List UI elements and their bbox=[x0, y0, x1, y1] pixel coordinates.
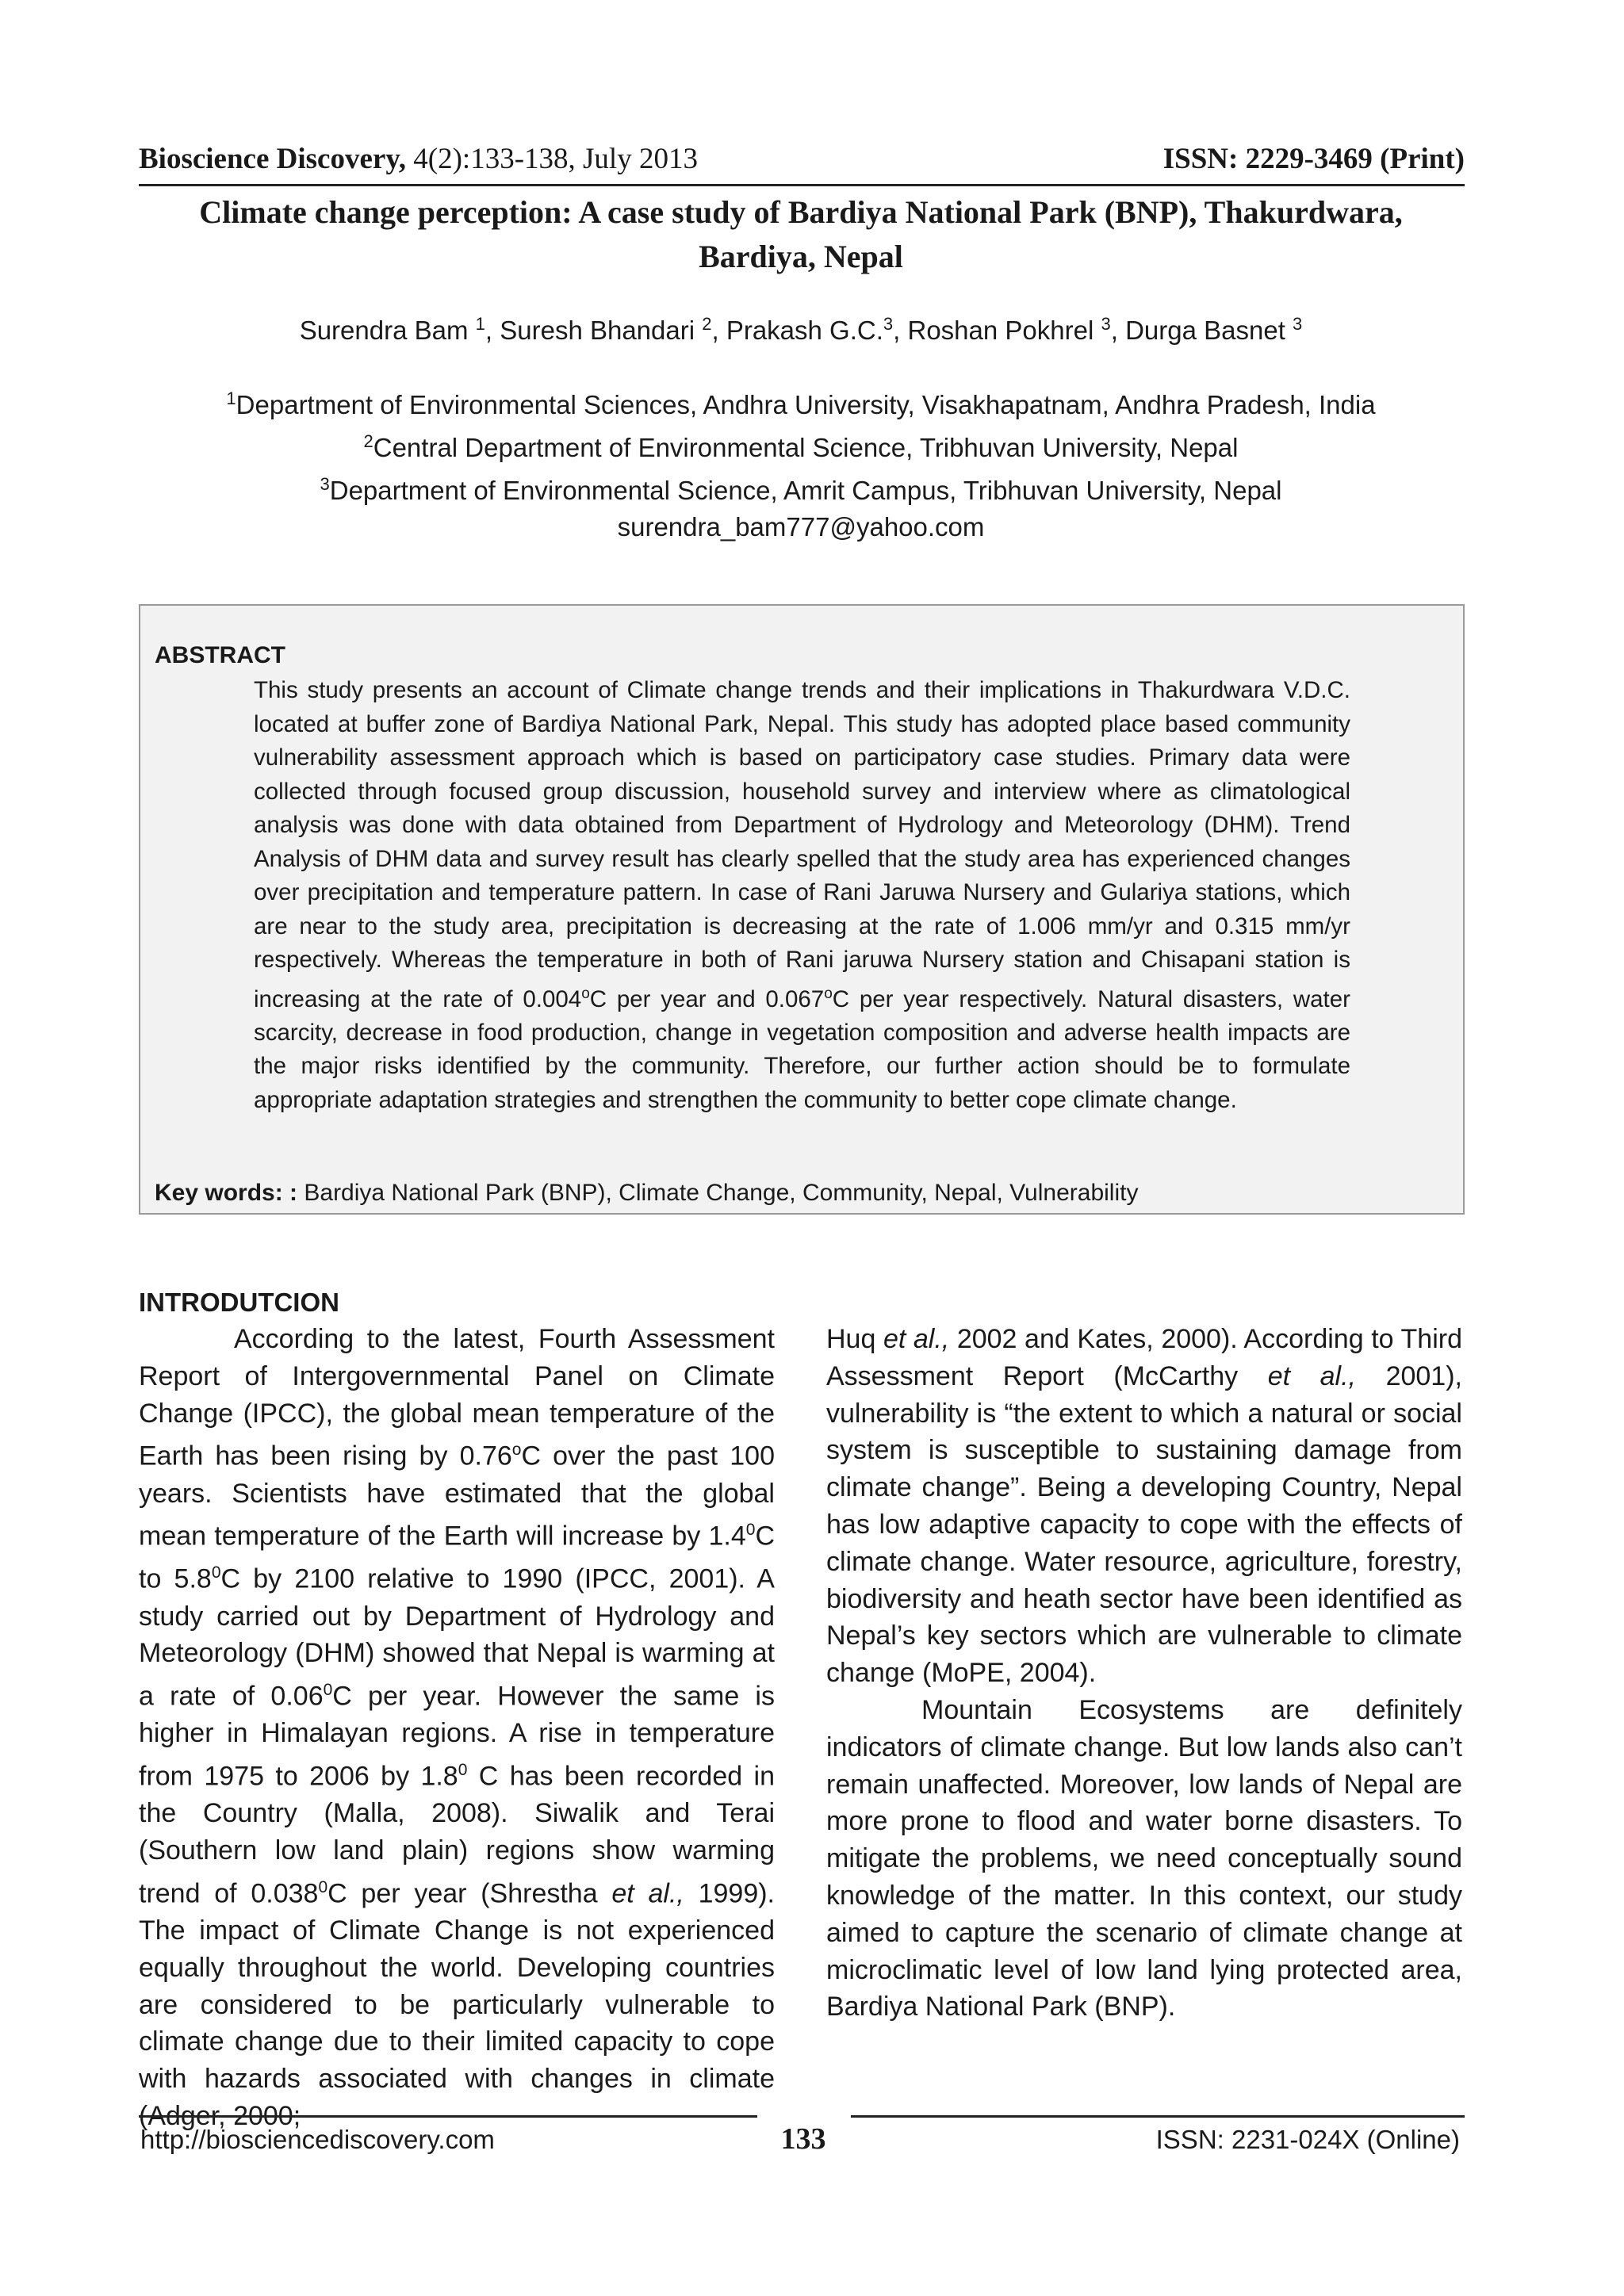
journal-url-link[interactable]: http://biosciencediscovery.com bbox=[140, 2125, 495, 2154]
text-column-left bbox=[139, 1321, 775, 2135]
journal-citation bbox=[139, 142, 698, 176]
author: Durga Basnet $^3$ bbox=[1125, 314, 1303, 345]
affiliation: $^1$Department of Environmental Sciences, Andhra University, Visakhapatnam, Andhra Pradesh, India bbox=[226, 388, 1376, 419]
page-number: 133 bbox=[780, 2122, 826, 2156]
author-list bbox=[119, 306, 1483, 349]
abstract-text: This study presents an account of Climate change trends and their implications in Thakurdwara V.D.C. located at buffer zone of Bardiya National Park, Nepal. This study has adopted place based community vulnerability assessment approach which is based on participatory case studies. Primary data were collected through focused group discussion, household survey and interview where as climatological analysis was done with data obtained from Department of Hydrology and Meteorology (DHM). Trend Analysis of DHM data and survey result has clearly spelled that the study area has experienced changes over precipitation and temperature pattern. In case of Rani Jaruwa Nursery and Gulariya stations, which are near to the study area, precipitation is decreasing at the rate of 1.006 mm/yr and 0.315 mm/yr respectively. Whereas the temperature in both of Rani jaruwa Nursery station and Chisapani station is increasing at the rate of 0.004$^o$C per year and 0.067$^o$C per year respectively. Natural disasters, water scarcity, decrease in food production, change in vegetation composition and adverse health impacts are the major risks identified by the community. Therefore, our further action should be to formulate appropriate adaptation strategies and strengthen the community to better cope climate change. bbox=[254, 677, 1350, 1113]
corresponding-email[interactable]: surendra_bam777@yahoo.com bbox=[617, 512, 985, 541]
issn-online: ISSN: 2231-024X (Online) bbox=[1155, 2125, 1460, 2154]
running-header bbox=[139, 135, 1465, 186]
title-line-2: Bardiya, Nepal bbox=[699, 239, 903, 274]
keywords-list: Bardiya National Park (BNP), Climate Change, Community, Nepal, Vulnerability bbox=[304, 1180, 1139, 1206]
author: Surendra Bam $^1$, bbox=[299, 314, 500, 345]
author: Prakash G.C.$^3$, bbox=[726, 314, 908, 345]
affiliation: $^3$Department of Environmental Science, Amrit Campus, Tribhuvan University, Nepal bbox=[320, 474, 1282, 505]
affiliations bbox=[119, 381, 1483, 545]
footer-rule-left bbox=[139, 2115, 757, 2118]
paragraph: According to the latest, Fourth Assessment Report of Intergovernmental Panel on Climate Change (IPCC), the global mean temperature of the Earth has been rising by 0.76$^o$C over the past 100 years. Scientists have estimated that the global mean temperature of the Earth will increase by $1.4^0C$ to $5.8^0C$ by 2100 relative to 1990 (IPCC, 2001). A study carried out by Department of Hydrology and Meteorology (DHM) showed that Nepal is warming at a rate of 0.06$^0$C per year. However the same is higher in Himalayan regions. A rise in temperature from 1975 to 2006 by $1.8^0$ C has been recorded in the Country (Malla, 2008). Siwalik and Terai (Southern low land plain) regions show warming trend of 0.038$^0$C per year (Shrestha et al., 1999). The impact of Climate Change is not experienced equally throughout the world. Developing countries are considered to be particularly vulnerable to climate change due to their limited capacity to cope with hazards associated with changes in climate (Adger, 2000; bbox=[139, 1324, 775, 2131]
title-line-1: Climate change perception: A case study of Bardiya National Park (BNP), Thakurdwara, bbox=[199, 194, 1403, 230]
paper-title bbox=[119, 190, 1483, 279]
keywords-label: Key words bbox=[155, 1180, 275, 1206]
journal-name: Bioscience Discovery, bbox=[139, 143, 407, 175]
keywords: Key words: : Bardiya National Park (BNP), Climate Change, Community, Nepal, Vulnerability bbox=[155, 1180, 1139, 1206]
author: Suresh Bhandari $^2$, bbox=[500, 314, 726, 345]
paragraph: Mountain Ecosystems are definitely indicators of climate change. But low lands also can’t remain unaffected. Moreover, low lands of Nepal are more prone to flood and water borne disasters. To mitigate the problems, we need conceptually sound knowledge of the matter. In this context, our study aimed to capture the scenario of climate change at microclimatic level of low land lying protected area, Bardiya National Park (BNP). bbox=[826, 1694, 1462, 2022]
footer-rule-right bbox=[851, 2115, 1465, 2118]
author: Roshan Pokhrel $^3$, bbox=[907, 314, 1126, 345]
page-footer bbox=[139, 2115, 1465, 2155]
volume-issue-pages: 4(2):133-138, July 2013 bbox=[406, 143, 698, 175]
text-column-right bbox=[826, 1321, 1462, 2026]
paragraph: Huq et al., 2002 and Kates, 2000). According to Third Assessment Report (McCarthy et al., 2001), vulnerability is “the extent to which a natural or social system is susceptible to sustaining damage from climate change”. Being a developing Country, Nepal has low adaptive capacity to cope with the effects of climate change. Water resource, agriculture, forestry, biodiversity and heath sector have been identified as Nepal’s key sectors which are vulnerable to climate change (MoPE, 2004). bbox=[826, 1324, 1462, 1689]
abstract-heading: ABSTRACT bbox=[155, 642, 285, 668]
abstract-box bbox=[139, 604, 1465, 1215]
section-heading-introduction: INTRODUTCION bbox=[139, 1288, 339, 1317]
affiliation: $^2$Central Department of Environmental Science, Tribhuvan University, Nepal bbox=[363, 431, 1239, 462]
issn-print: ISSN: 2229-3469 (Print) bbox=[1162, 143, 1465, 175]
